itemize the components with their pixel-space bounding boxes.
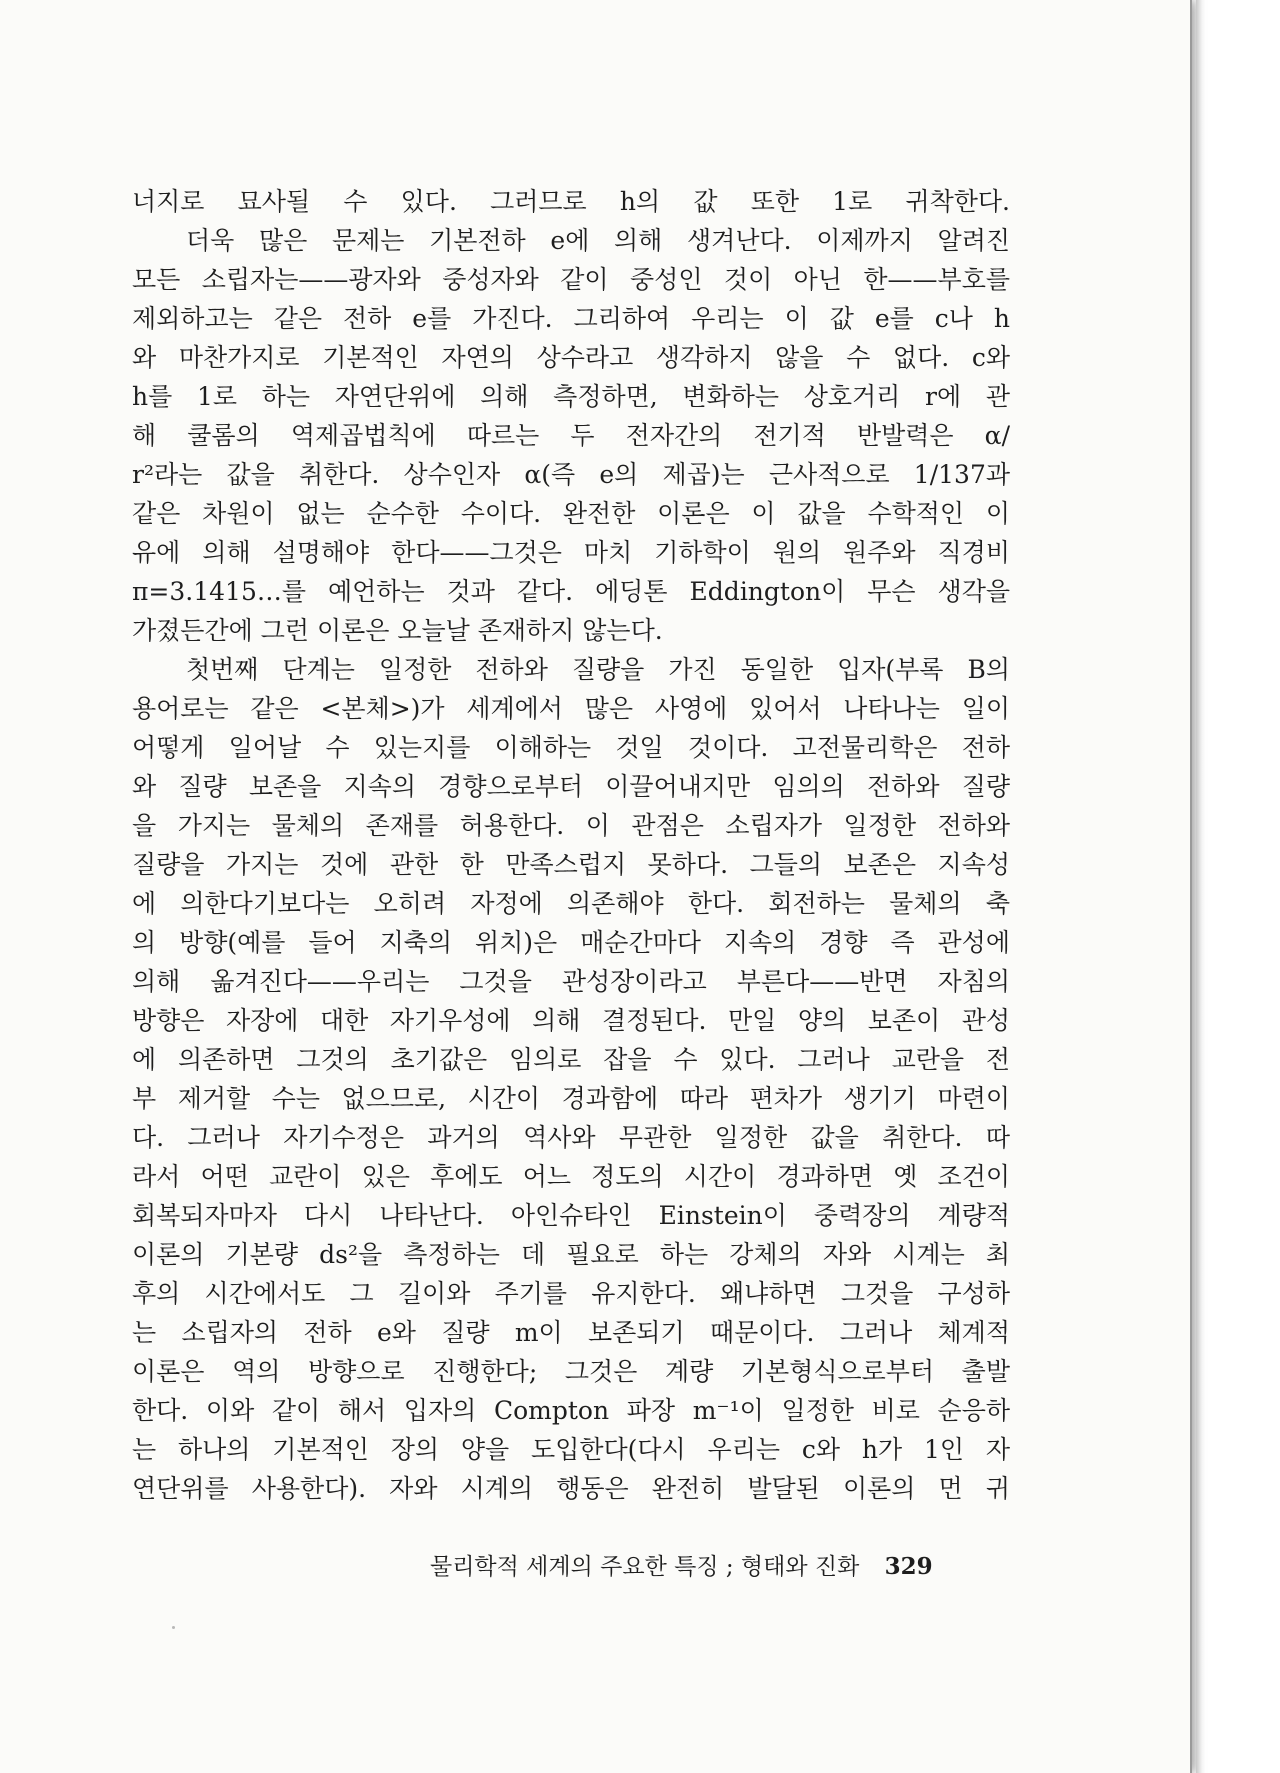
running-title: 물리학적 세계의 주요한 특징 ; 형태와 진화 <box>430 1554 860 1580</box>
text-line: 질량을 가지는 것에 관한 한 만족스럽지 못하다. 그들의 보존은 지속성 <box>132 850 1010 879</box>
text-line: 회복되자마자 다시 나타난다. 아인슈타인 Einstein이 중력장의 계량적 <box>132 1201 1010 1230</box>
text-line: h를 1로 하는 자연단위에 의해 측정하면, 변화하는 상호거리 r에 관 <box>132 382 1010 411</box>
page-edge <box>1196 0 1206 1773</box>
text-line: 용어로는 같은 <본체>)가 세계에서 많은 사영에 있어서 나타나는 일이 <box>132 694 1010 723</box>
text-line: π=3.1415…를 예언하는 것과 같다. 에딩톤 Eddington이 무슨 생각을 <box>132 577 1010 606</box>
text-line: 의 방향(예를 들어 지축의 위치)은 매순간마다 지속의 경향 즉 관성에 <box>132 928 1010 957</box>
text-line: 가졌든간에 그런 이론은 오늘날 존재하지 않는다. <box>132 616 663 645</box>
body-text <box>132 182 1010 1508</box>
page-footer <box>430 1548 933 1581</box>
text-line: r²라는 값을 취한다. 상수인자 α(즉 e의 제곱)는 근사적으로 1/137과 <box>132 460 1010 489</box>
text-line: 는 소립자의 전하 e와 질량 m이 보존되기 때문이다. 그러나 체계적 <box>132 1318 1010 1347</box>
text-line: 에 의한다기보다는 오히려 자정에 의존해야 한다. 회전하는 물체의 축 <box>132 889 1010 918</box>
text-line: 을 가지는 물체의 존재를 허용한다. 이 관점은 소립자가 일정한 전하와 <box>132 811 1010 840</box>
text-line: 해 쿨롬의 역제곱법칙에 따르는 두 전자간의 전기적 반발력은 α/ <box>132 421 1010 450</box>
text-line: 에 의존하면 그것의 초기값은 임의로 잡을 수 있다. 그러나 교란을 전 <box>132 1045 1010 1074</box>
text-line: 어떻게 일어날 수 있는지를 이해하는 것일 것이다. 고전물리학은 전하 <box>132 733 1010 762</box>
text-line: 방향은 자장에 대한 자기우성에 의해 결정된다. 만일 양의 보존이 관성 <box>132 1006 1010 1035</box>
text-line: 와 질량 보존을 지속의 경향으로부터 이끌어내지만 임의의 전하와 질량 <box>132 772 1010 801</box>
text-line: 모든 소립자는——광자와 중성자와 같이 중성인 것이 아닌 한——부호를 <box>132 265 1010 294</box>
text-line: 너지로 묘사될 수 있다. 그러므로 h의 값 또한 1로 귀착한다. <box>132 187 1010 216</box>
text-line: 후의 시간에서도 그 길이와 주기를 유지한다. 왜냐하면 그것을 구성하 <box>132 1279 1010 1308</box>
text-line: 와 마찬가지로 기본적인 자연의 상수라고 생각하지 않을 수 없다. c와 <box>132 343 1010 372</box>
text-line: 첫번째 단계는 일정한 전하와 질량을 가진 동일한 입자(부록 B의 <box>186 655 1010 684</box>
text-line: 유에 의해 설명해야 한다——그것은 마치 기하학이 원의 원주와 직경비 <box>132 538 1010 567</box>
text-line: 부 제거할 수는 없으므로, 시간이 경과함에 따라 편차가 생기기 마련이 <box>132 1084 1010 1113</box>
page-number: 329 <box>884 1553 933 1580</box>
text-line: 이론의 기본량 ds²을 측정하는 데 필요로 하는 강체의 자와 시계는 최 <box>132 1240 1010 1269</box>
text-line: 다. 그러나 자기수정은 과거의 역사와 무관한 일정한 값을 취한다. 따 <box>132 1123 1010 1152</box>
text-line: 의해 옮겨진다——우리는 그것을 관성장이라고 부른다——반면 자침의 <box>132 967 1010 996</box>
text-line: 이론은 역의 방향으로 진행한다; 그것은 계량 기본형식으로부터 출발 <box>132 1357 1010 1386</box>
text-line: 는 하나의 기본적인 장의 양을 도입한다(다시 우리는 c와 h가 1인 자 <box>132 1435 1010 1464</box>
text-line: 라서 어떤 교란이 있은 후에도 어느 정도의 시간이 경과하면 옛 조건이 <box>132 1162 1010 1191</box>
text-line: 한다. 이와 같이 해서 입자의 Compton 파장 m⁻¹이 일정한 비로 순응하 <box>132 1396 1010 1425</box>
paper-speck <box>172 1626 175 1629</box>
text-line: 제외하고는 같은 전하 e를 가진다. 그리하여 우리는 이 값 e를 c나 h <box>132 304 1010 333</box>
text-line: 연단위를 사용한다). 자와 시계의 행동은 완전히 발달된 이론의 먼 귀 <box>132 1474 1010 1503</box>
text-line: 같은 차원이 없는 순수한 수이다. 완전한 이론은 이 값을 수학적인 이 <box>132 499 1010 528</box>
text-line: 더욱 많은 문제는 기본전하 e에 의해 생겨난다. 이제까지 알려진 <box>186 226 1010 255</box>
